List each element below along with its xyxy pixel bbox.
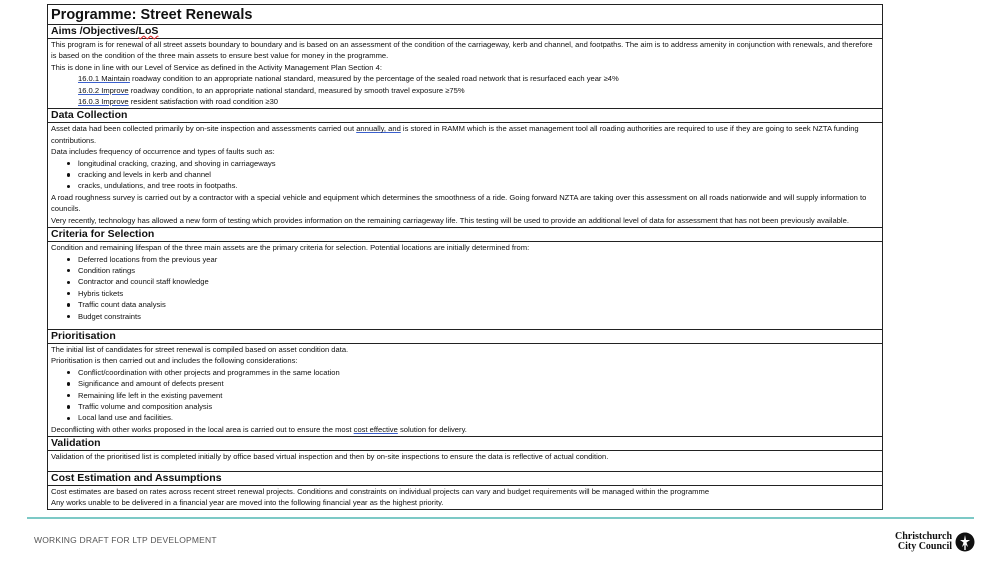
data-collection-paragraph-2: Data includes frequency of occurrence and types of faults such as: [51, 147, 275, 157]
text-run: solution for delivery. [397, 424, 467, 434]
los-item [51, 85, 879, 96]
section-body-criteria [48, 242, 882, 330]
section-heading-validation: Validation [48, 437, 882, 451]
los-item [51, 73, 879, 84]
list-item: Contractor and council staff knowledge [67, 276, 879, 287]
list-item: Local land use and facilities. [67, 412, 879, 423]
list-item: Hybris tickets [67, 288, 879, 299]
text-run: Asset data had been collected primarily by on-site inspection and assessments carried out [51, 124, 357, 134]
los-text: resident satisfaction with road condition ≥30 [128, 97, 279, 107]
prioritisation-paragraph-2: Prioritisation is then carried out and includes the following considerations: [51, 356, 298, 366]
criteria-list [51, 254, 879, 322]
list-item: Condition ratings [67, 265, 879, 276]
prioritisation-list [51, 367, 879, 424]
footer-divider [27, 517, 974, 519]
section-heading-data-collection: Data Collection [48, 109, 882, 123]
faults-list [51, 158, 879, 192]
los-text: roadway condition, to an appropriate national standard, measured by smooth travel exposure ≥75% [128, 85, 465, 95]
section-heading-cost: Cost Estimation and Assumptions [48, 472, 882, 486]
council-emblem-icon [955, 532, 975, 552]
criteria-paragraph-1: Condition and remaining lifespan of the three main assets are the primary criteria for selection. Potential locations are initially determined from: [51, 243, 530, 253]
los-item [51, 96, 879, 107]
section-body-aims [48, 39, 882, 109]
spacer [51, 463, 879, 470]
data-collection-paragraph-3: A road roughness survey is carried out by a contractor with a special vehicle and equipment which determines the smoothness of a ride. Going forward NZTA are taking over this assessment on all roads nationwide and will supply information to councils. [51, 192, 867, 214]
cost-paragraph-2: Any works unable to be delivered in a financial year are moved into the following financial year as the highest priority. [51, 498, 444, 507]
data-collection-paragraph-1 [51, 123, 879, 146]
los-code: 16.0.2 Improve [78, 85, 129, 95]
cost-paragraph-1: Cost estimates are based on rates across recent street renewal projects. Conditions and constraints on individual projects can vary and budget requirements will be managed within the programme [51, 486, 710, 496]
list-item: Deferred locations from the previous year [67, 254, 879, 265]
section-body-cost [48, 486, 882, 510]
section-body-data-collection [48, 123, 882, 228]
validation-paragraph-1: Validation of the prioritised list is completed initially by office based virtual inspection and then by on-site inspections to ensure the data is reflective of actual condition. [51, 452, 609, 462]
list-item: cracks, undulations, and tree roots in footpaths. [67, 180, 879, 191]
section-body-validation [48, 451, 882, 471]
footer-label: WORKING DRAFT FOR LTP DEVELOPMENT [34, 535, 217, 545]
text-run: Deconflicting with other works proposed in the local area is carried out to ensure the most [51, 424, 354, 434]
text-run-underlined: cost effective [353, 424, 398, 434]
aims-heading-los: LoS [138, 25, 159, 37]
list-item: longitudinal cracking, crazing, and shoving in carriageways [67, 158, 879, 169]
logo-text [895, 532, 952, 552]
aims-paragraph-2: This is done in line with our Level of Service as defined in the Activity Management Plan Section 4: [51, 62, 382, 72]
text-run-underlined: annually, and [356, 124, 401, 134]
section-heading-prioritisation: Prioritisation [48, 330, 882, 344]
logo-line-1: Christchurch [895, 531, 953, 542]
section-heading-aims [48, 25, 882, 39]
council-logo [895, 532, 975, 552]
text-run: is stored in RAMM which is the asset management tool all roading authorities are required to use if they are going to seek NZTA funding contributions. [51, 124, 859, 145]
aims-heading-text: Aims /Objectives/ [51, 25, 139, 37]
section-body-prioritisation [48, 344, 882, 437]
prioritisation-paragraph-3 [51, 424, 879, 435]
data-collection-paragraph-4: Very recently, technology has allowed a new form of testing which provides information on the remaining carriageway life. This testing will be used to provide an additional level of data for assessment that has not been previously available. [51, 215, 849, 225]
los-code: 16.0.1 Maintain [78, 74, 130, 84]
logo-line-2: City Council [897, 541, 953, 552]
list-item: Conflict/coordination with other projects and programmes in the same location [67, 367, 879, 378]
list-item: Remaining life left in the existing pavement [67, 390, 879, 401]
spacer [51, 322, 879, 328]
list-item: Traffic volume and composition analysis [67, 401, 879, 412]
prioritisation-paragraph-1: The initial list of candidates for street renewal is compiled based on asset condition data. [51, 344, 349, 354]
programme-document [47, 4, 883, 510]
los-code: 16.0.3 Improve [78, 97, 129, 107]
page-title: Programme: Street Renewals [48, 5, 882, 25]
list-item: cracking and levels in kerb and channel [67, 169, 879, 180]
aims-paragraph-1: This program is for renewal of all street assets boundary to boundary and is based on an assessment of the condition of the carriageway, kerb and channel, and footpaths. The aim is to address amenity in conjunction with renewals, and therefore is based on the condition of the three main assets to ensure best value for money in the programme. [51, 40, 873, 61]
list-item: Significance and amount of defects present [67, 378, 879, 389]
section-heading-criteria: Criteria for Selection [48, 228, 882, 242]
list-item: Traffic count data analysis [67, 299, 879, 310]
list-item: Budget constraints [67, 311, 879, 322]
los-text: roadway condition to an appropriate national standard, measured by the percentage of the sealed road network that is resurfaced each year ≥4% [129, 74, 619, 84]
